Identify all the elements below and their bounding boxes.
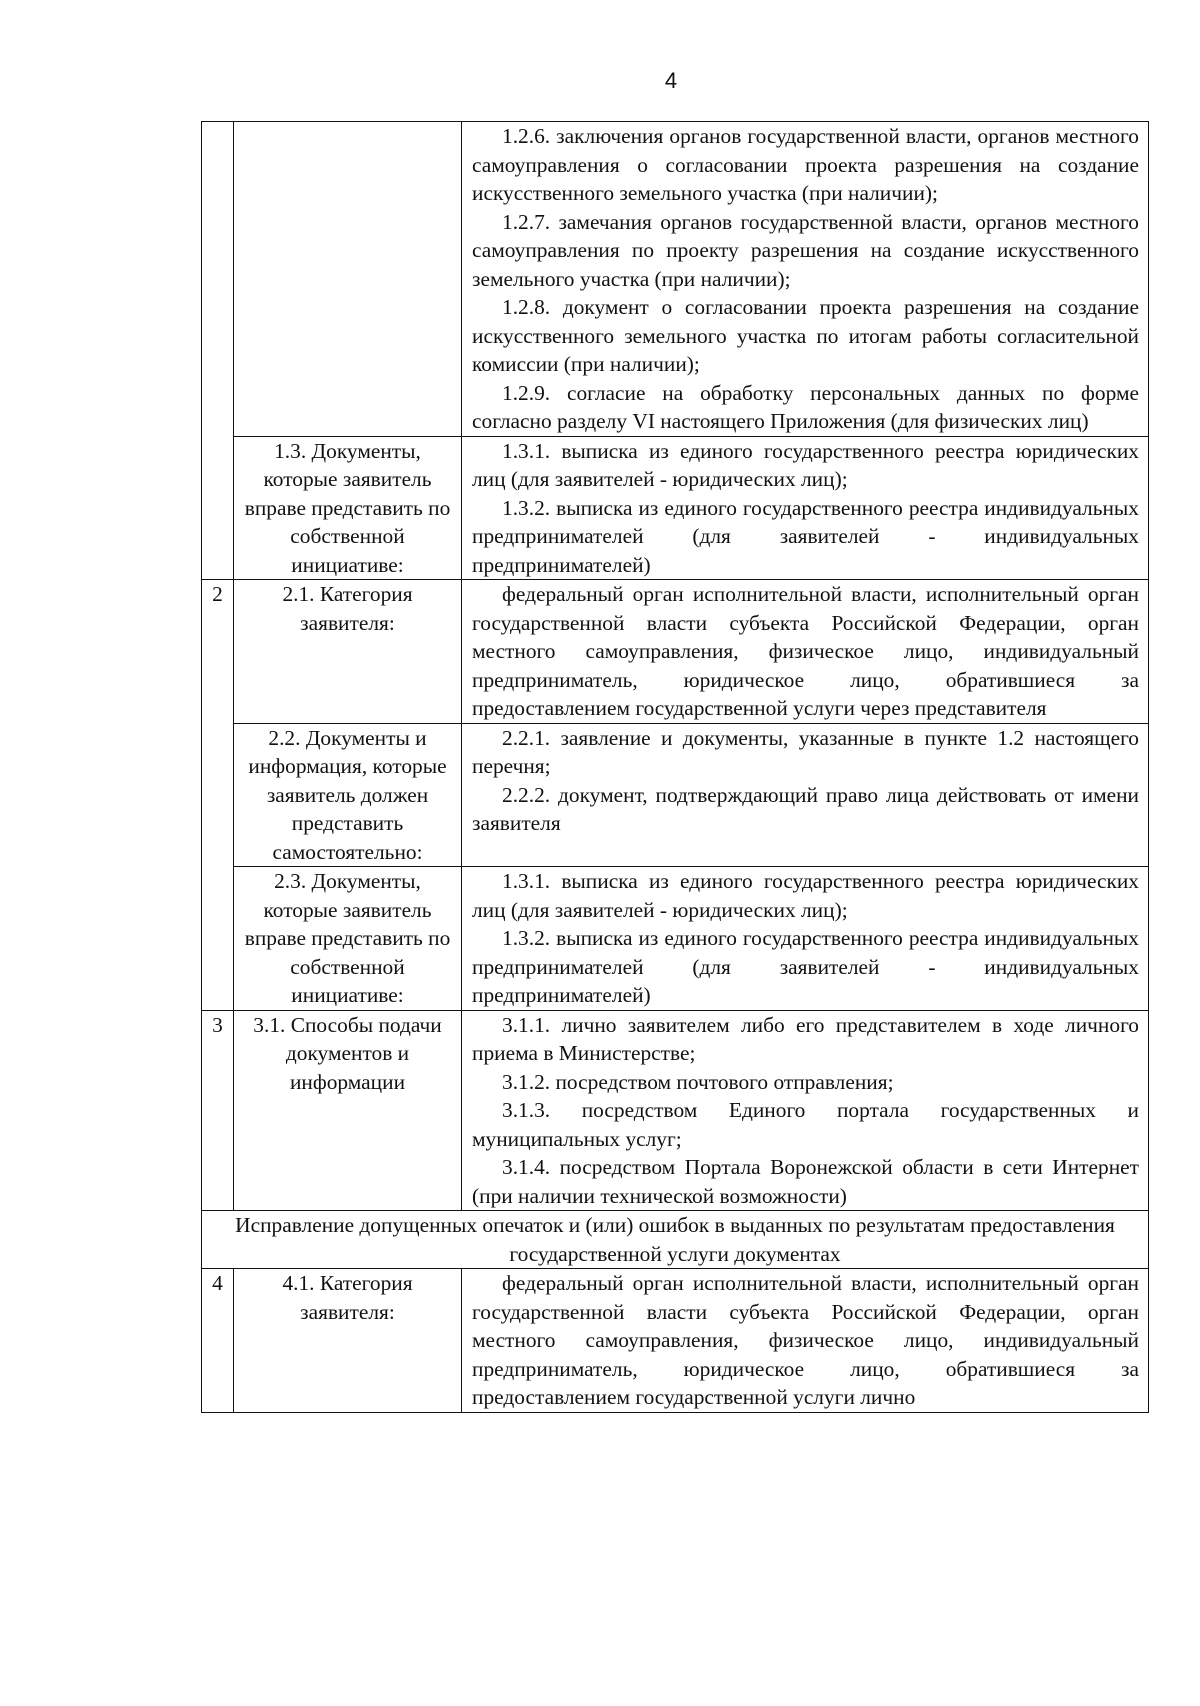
list-item: 1.2.9. согласие на обработку персональных данных по форме согласно разделу VI настоящего Приложения (для физических лиц) — [472, 380, 1139, 433]
page-number: 4 — [664, 68, 678, 93]
row-number-cell — [202, 867, 234, 1011]
content-cell — [462, 1010, 1149, 1211]
services-table — [201, 121, 1149, 1413]
category-cell: 2.2. Документы и информация, которые заявитель должен представить самостоятельно: — [234, 723, 462, 867]
category-cell: 3.1. Способы подачи документов и информации — [234, 1010, 462, 1211]
category-cell: 1.3. Документы, которые заявитель вправе представить по собственной инициативе: — [234, 436, 462, 580]
list-item: 1.3.1. выписка из единого государственного реестра юридических лиц (для заявителей - юридических лиц); — [472, 869, 1139, 922]
table-row — [202, 867, 1149, 1011]
content-cell — [462, 867, 1149, 1011]
list-item: федеральный орган исполнительной власти, исполнительный орган государственной власти субъекта Российской Федерации, орган местного самоуправления, физическое лицо, индивидуальный предприниматель, юридическое лицо, обратившиеся за предоставлением государственной услуги через представителя — [472, 582, 1139, 720]
section-header: Исправление допущенных опечаток и (или) ошибок в выданных по результатам предоставления государственной услуги документах — [202, 1211, 1149, 1269]
list-item: 3.1.2. посредством почтового отправления; — [502, 1069, 894, 1094]
row-number-cell — [202, 436, 234, 580]
list-item: 3.1.4. посредством Портала Воронежской области в сети Интернет (при наличии технической возможности) — [472, 1155, 1139, 1208]
table-row — [202, 1269, 1149, 1413]
category-cell: 2.3. Документы, которые заявитель вправе представить по собственной инициативе: — [234, 867, 462, 1011]
list-item: 3.1.1. лично заявителем либо его представителем в ходе личного приема в Министерстве; — [472, 1012, 1139, 1065]
table-row — [202, 723, 1149, 867]
list-item: 1.2.6. заключения органов государственной власти, органов местного самоуправления о согласовании проекта разрешения на создание искусственного земельного участка (при наличии); — [472, 124, 1139, 205]
category-cell — [234, 122, 462, 437]
content-cell — [462, 1269, 1149, 1413]
row-number-cell: 4 — [202, 1269, 234, 1413]
list-item: 1.3.2. выписка из единого государственного реестра индивидуальных предпринимателей (для заявителей - индивидуальных предпринимателей) — [472, 926, 1139, 1007]
table-row — [202, 580, 1149, 724]
content-cell — [462, 122, 1149, 437]
content-cell — [462, 580, 1149, 724]
list-item: 2.2.2. документ, подтверждающий право лица действовать от имени заявителя — [472, 782, 1139, 835]
content-cell — [462, 723, 1149, 867]
list-item: 2.2.1. заявление и документы, указанные в пункте 1.2 настоящего перечня; — [472, 725, 1139, 778]
content-cell — [462, 436, 1149, 580]
table-row — [202, 436, 1149, 580]
list-item: 1.2.7. замечания органов государственной власти, органов местного самоуправления по проекту разрешения на создание искусственного земельного участка (при наличии); — [472, 209, 1139, 291]
list-item: 3.1.3. посредством Единого портала государственных и муниципальных услуг; — [472, 1098, 1139, 1151]
list-item: 1.3.1. выписка из единого государственного реестра юридических лиц (для заявителей - юридических лиц); — [472, 438, 1139, 491]
category-cell: 2.1. Категория заявителя: — [234, 580, 462, 724]
list-item: 1.2.8. документ о согласовании проекта разрешения на создание искусственного земельного участка по итогам работы согласительной комиссии (при наличии); — [472, 295, 1139, 376]
row-number-cell — [202, 723, 234, 867]
list-item: 1.3.2. выписка из единого государственного реестра индивидуальных предпринимателей (для заявителей - индивидуальных предпринимателей) — [472, 495, 1139, 577]
row-number-cell: 2 — [202, 580, 234, 724]
row-number-cell: 3 — [202, 1010, 234, 1211]
table-row — [202, 1211, 1149, 1269]
list-item: федеральный орган исполнительной власти, исполнительный орган государственной власти субъекта Российской Федерации, орган местного самоуправления, физическое лицо, индивидуальный предприниматель, юридическое лицо, обратившиеся за предоставлением государственной услуги лично — [472, 1271, 1139, 1409]
category-cell: 4.1. Категория заявителя: — [234, 1269, 462, 1413]
table-row — [202, 122, 1149, 437]
table-row — [202, 1010, 1149, 1211]
row-number-cell — [202, 122, 234, 437]
